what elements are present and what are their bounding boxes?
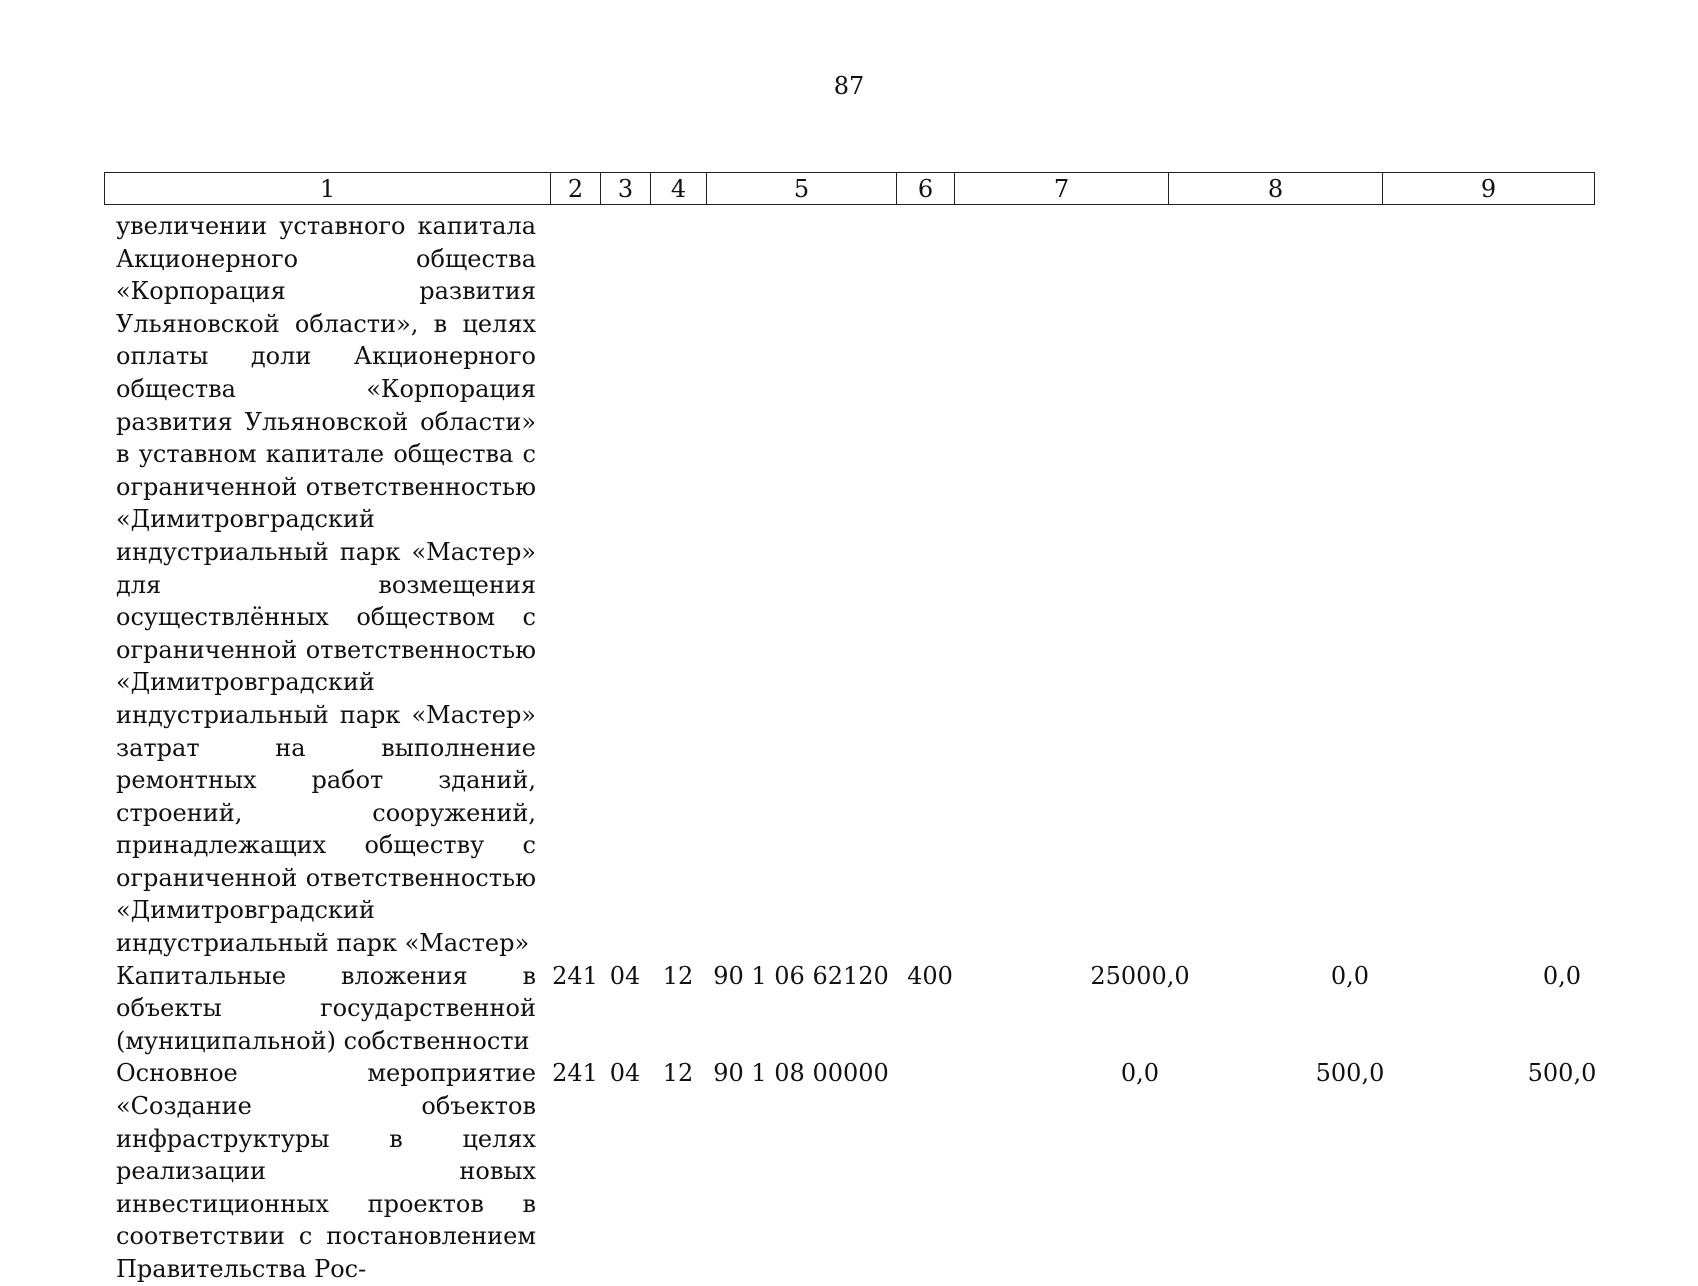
cell-amount-col-8: 500,0 <box>1315 1059 1385 1088</box>
cell-subsection: 12 <box>662 961 694 990</box>
table-row <box>104 1057 1597 1285</box>
page-number: 87 <box>833 72 865 100</box>
column-header-3: 3 <box>601 173 651 205</box>
column-header-9: 9 <box>1383 173 1595 205</box>
row-description: Капитальные вложения в объекты государственной (муниципальной) собственности <box>116 961 536 1055</box>
column-header-6: 6 <box>897 173 955 205</box>
cell-section: 04 <box>609 1059 641 1088</box>
cell-amount-col-9: 500,0 <box>1527 1059 1597 1088</box>
cell-target-article: 90 1 06 62120 <box>713 961 889 990</box>
column-header-5: 5 <box>707 173 897 205</box>
row-description: увеличении уставного капитала Акционерного общества «Корпорация развития Ульяновской области», в целях оплаты доли Акционерного общества «Корпорация развития Ульяновской области» в уставном капитале общества с ограниченной ответственностью «Димитровградский индустриальный парк «Мастер» для возмещения осуществлённых обществом с ограниченной ответственностью «Димитровградский индустриальный парк «Мастер» затрат на выполнение ремонтных работ зданий, строений, сооружений, принадлежащих обществу с ограниченной ответственностью «Димитровградский индустриальный парк «Мастер» <box>116 212 536 958</box>
column-header-7: 7 <box>955 173 1169 205</box>
cell-amount-col-7: 0,0 <box>1120 1059 1160 1088</box>
table-row <box>104 960 1594 1058</box>
cell-subsection: 12 <box>662 1059 694 1088</box>
column-header-4: 4 <box>651 173 707 205</box>
cell-ministry-code: 241 <box>552 961 598 990</box>
cell-expense-type: 400 <box>907 961 953 990</box>
cell-amount-col-9: 0,0 <box>1542 961 1582 990</box>
cell-ministry-code: 241 <box>552 1059 598 1088</box>
table-row <box>104 210 1594 960</box>
column-header-2: 2 <box>551 173 601 205</box>
column-header-8: 8 <box>1169 173 1383 205</box>
cell-amount-col-8: 0,0 <box>1330 961 1370 990</box>
cell-section: 04 <box>609 961 641 990</box>
column-number-header <box>104 172 1595 205</box>
cell-target-article: 90 1 08 00000 <box>713 1059 889 1088</box>
cell-amount-col-7: 25000,0 <box>1090 961 1190 990</box>
column-header-1: 1 <box>105 173 551 205</box>
table-body <box>104 210 1597 1286</box>
row-description: Основное мероприятие «Создание объектов инфраструктуры в целях реализации новых инвестиционных проектов в соответствии с постановлением Правительства Рос- <box>116 1059 536 1283</box>
